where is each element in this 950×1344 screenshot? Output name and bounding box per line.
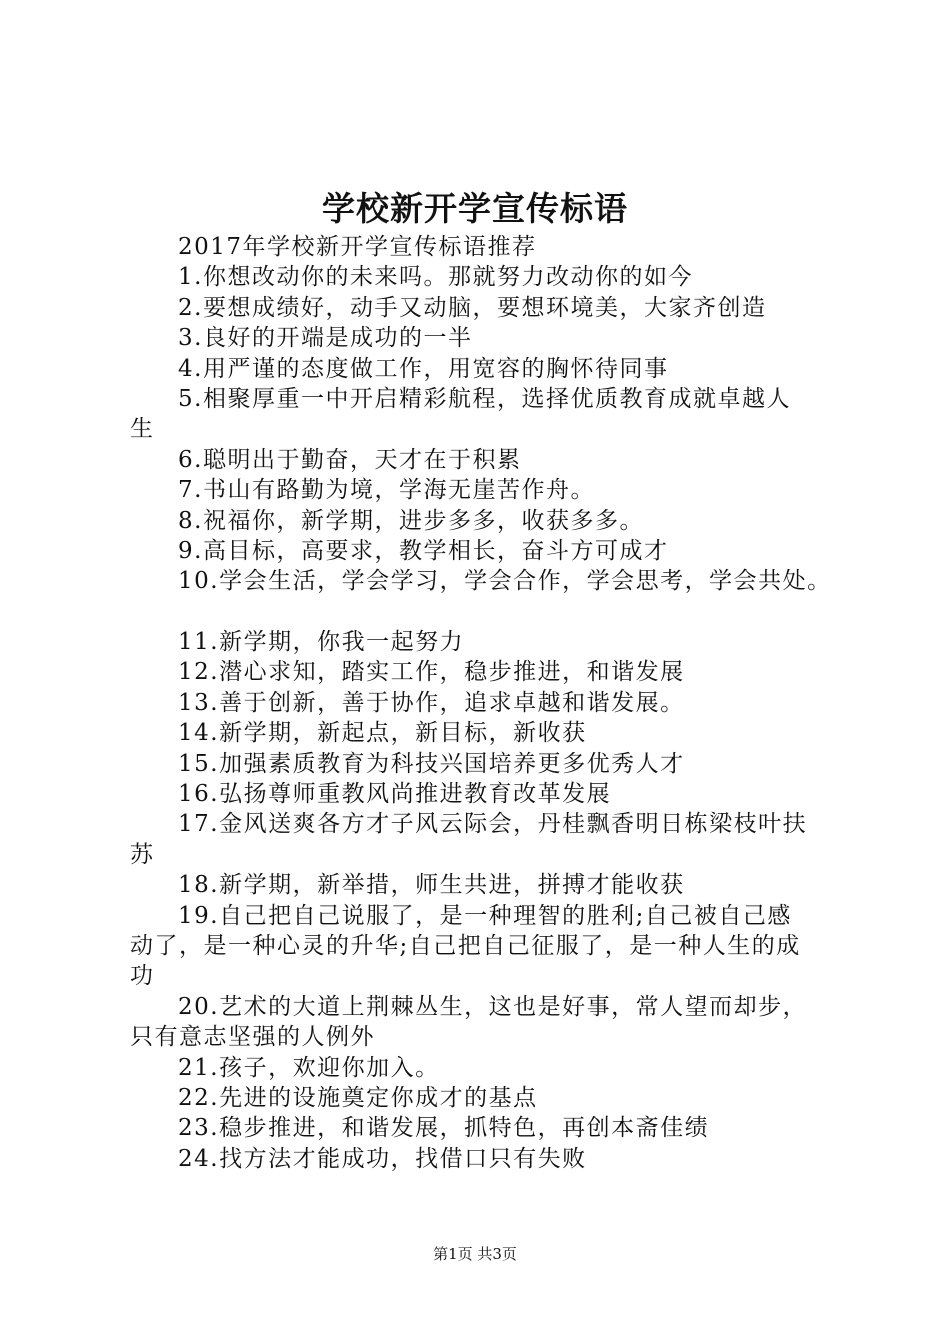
- text-line: 13.善于创新，善于协作，追求卓越和谐发展。: [178, 689, 685, 716]
- text-line: 6.聪明出于勤奋，天才在于积累: [178, 446, 522, 473]
- text-line: 12.潜心求知，踏实工作，稳步推进，和谐发展: [178, 659, 685, 686]
- text-line: 19.自己把自己说服了，是一种理智的胜利;自己被自己感: [178, 902, 792, 929]
- text-line: 21.孩子，欢迎你加入。: [178, 1054, 440, 1081]
- text-line: 9.高目标，高要求，教学相长，奋斗方可成才: [178, 537, 669, 564]
- text-line: 14.新学期，新起点，新目标，新收获: [178, 720, 587, 747]
- text-line: 动了，是一种心灵的升华;自己把自己征服了，是一种人生的成: [130, 932, 801, 959]
- text-line: 2017年学校新开学宣传标语推荐: [178, 234, 537, 260]
- text-line: 16.弘扬尊师重教风尚推进教育改革发展: [178, 781, 612, 808]
- text-line: 20.艺术的大道上荆棘丛生，这也是好事，常人望而却步，: [178, 993, 808, 1020]
- text-line: 11.新学期，你我一起努力: [178, 629, 465, 656]
- text-line: 15.加强素质教育为科技兴国培养更多优秀人才: [178, 750, 685, 777]
- text-line: 苏: [130, 841, 155, 868]
- text-line: 18.新学期，新举措，师生共进，拼搏才能收获: [178, 872, 685, 899]
- text-line: 10.学会生活，学会学习，学会合作，学会思考，学会共处。: [178, 568, 832, 595]
- text-line: 只有意志坚强的人例外: [130, 1024, 375, 1051]
- text-line: 3.良好的开端是成功的一半: [178, 325, 473, 352]
- text-line: 22.先进的设施奠定你成才的基点: [178, 1084, 538, 1111]
- text-line: 4.用严谨的态度做工作，用宽容的胸怀待同事: [178, 355, 669, 382]
- text-line: 功: [130, 963, 155, 990]
- page-footer: 第1页 共3页: [433, 1245, 517, 1263]
- document-body: [130, 232, 850, 1174]
- text-line: 5.相聚厚重一中开启精彩航程，选择优质教育成就卓越人: [178, 385, 791, 412]
- document-title: 学校新开学宣传标语: [322, 189, 628, 228]
- text-line: 生: [130, 416, 155, 443]
- text-line: 8.祝福你，新学期，进步多多，收获多多。: [178, 507, 644, 534]
- text-line: 23.稳步推进，和谐发展，抓特色，再创本斋佳绩: [178, 1115, 710, 1142]
- text-line: 2.要想成绩好，动手又动脑，要想环境美，大家齐创造: [178, 294, 767, 321]
- text-line: 1.你想改动你的未来吗。那就努力改动你的如今: [178, 264, 693, 291]
- text-line: 24.找方法才能成功，找借口只有失败: [178, 1145, 587, 1172]
- blank-line: [130, 597, 850, 627]
- text-line: 7.书山有路勤为境，学海无崖苦作舟。: [178, 477, 595, 504]
- text-line: 17.金风送爽各方才子风云际会，丹桂飘香明日栋梁枝叶扶: [178, 811, 808, 838]
